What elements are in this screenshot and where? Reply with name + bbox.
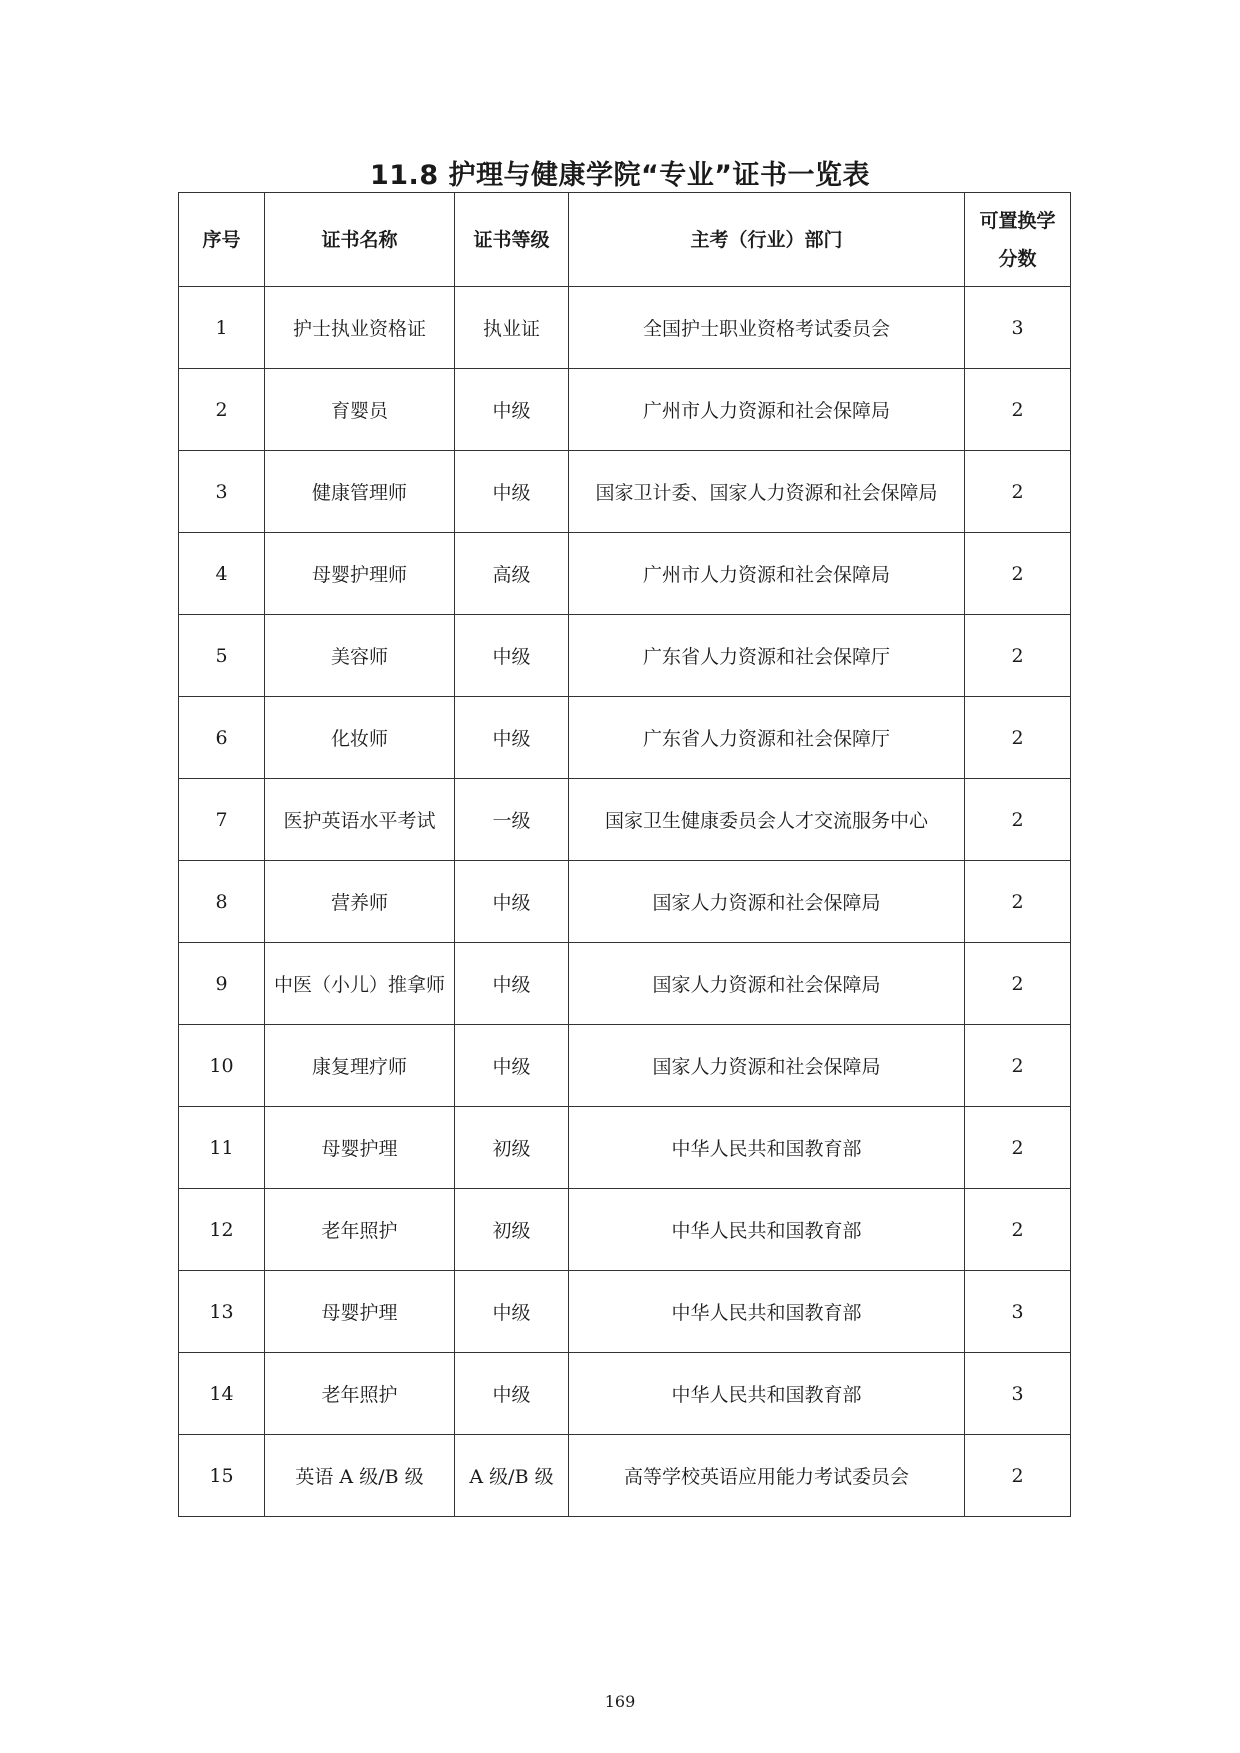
cell-serial: 8 [179, 861, 265, 943]
header-serial: 序号 [179, 193, 265, 287]
cell-cert-name: 康复理疗师 [265, 1025, 455, 1107]
cell-credits: 2 [965, 533, 1071, 615]
cell-cert-level: 中级 [455, 615, 569, 697]
cell-credits: 2 [965, 943, 1071, 1025]
table-row [179, 1025, 1071, 1107]
table-row [179, 533, 1071, 615]
table-row [179, 1189, 1071, 1271]
cell-cert-name: 母婴护理 [265, 1107, 455, 1189]
cell-credits: 2 [965, 861, 1071, 943]
cell-department: 全国护士职业资格考试委员会 [569, 287, 965, 369]
cell-serial: 13 [179, 1271, 265, 1353]
cell-cert-name: 医护英语水平考试 [265, 779, 455, 861]
cell-cert-name: 护士执业资格证 [265, 287, 455, 369]
cell-serial: 10 [179, 1025, 265, 1107]
cell-department: 国家人力资源和社会保障局 [569, 861, 965, 943]
cell-credits: 2 [965, 451, 1071, 533]
cell-department: 中华人民共和国教育部 [569, 1271, 965, 1353]
cell-cert-name: 中医（小儿）推拿师 [265, 943, 455, 1025]
cell-credits: 2 [965, 369, 1071, 451]
cell-cert-name: 化妆师 [265, 697, 455, 779]
cell-department: 中华人民共和国教育部 [569, 1107, 965, 1189]
cell-cert-name: 英语 A 级/B 级 [265, 1435, 455, 1517]
cell-cert-name: 营养师 [265, 861, 455, 943]
cell-cert-level: 中级 [455, 861, 569, 943]
table-row [179, 861, 1071, 943]
cell-cert-name: 育婴员 [265, 369, 455, 451]
table-row [179, 287, 1071, 369]
cell-cert-level: 中级 [455, 369, 569, 451]
cell-serial: 5 [179, 615, 265, 697]
table-row [179, 943, 1071, 1025]
cell-cert-level: 高级 [455, 533, 569, 615]
cell-cert-level: A 级/B 级 [455, 1435, 569, 1517]
cell-serial: 7 [179, 779, 265, 861]
cell-credits: 2 [965, 1107, 1071, 1189]
cell-cert-name: 美容师 [265, 615, 455, 697]
cell-credits: 2 [965, 615, 1071, 697]
cell-cert-level: 中级 [455, 451, 569, 533]
certificate-table [178, 192, 1071, 1517]
table-row [179, 369, 1071, 451]
cell-department: 高等学校英语应用能力考试委员会 [569, 1435, 965, 1517]
table-row [179, 1353, 1071, 1435]
cell-cert-level: 中级 [455, 1271, 569, 1353]
cell-credits: 2 [965, 779, 1071, 861]
cell-department: 广州市人力资源和社会保障局 [569, 369, 965, 451]
header-credits [965, 193, 1071, 287]
cell-cert-level: 中级 [455, 1353, 569, 1435]
cell-cert-name: 老年照护 [265, 1189, 455, 1271]
cell-serial: 14 [179, 1353, 265, 1435]
table-row [179, 1435, 1071, 1517]
cell-cert-level: 初级 [455, 1189, 569, 1271]
cell-department: 中华人民共和国教育部 [569, 1189, 965, 1271]
cell-cert-level: 执业证 [455, 287, 569, 369]
cell-department: 广东省人力资源和社会保障厅 [569, 615, 965, 697]
cell-department: 国家人力资源和社会保障局 [569, 1025, 965, 1107]
cell-department: 广东省人力资源和社会保障厅 [569, 697, 965, 779]
cell-cert-name: 健康管理师 [265, 451, 455, 533]
cell-credits: 2 [965, 1435, 1071, 1517]
cell-department: 国家人力资源和社会保障局 [569, 943, 965, 1025]
table-row [179, 451, 1071, 533]
cell-department: 国家卫生健康委员会人才交流服务中心 [569, 779, 965, 861]
cell-cert-level: 中级 [455, 1025, 569, 1107]
table-row [179, 697, 1071, 779]
cell-department: 国家卫计委、国家人力资源和社会保障局 [569, 451, 965, 533]
cell-cert-level: 中级 [455, 697, 569, 779]
cell-credits: 3 [965, 1353, 1071, 1435]
table-row [179, 1271, 1071, 1353]
cell-serial: 9 [179, 943, 265, 1025]
cell-cert-name: 母婴护理师 [265, 533, 455, 615]
cell-serial: 6 [179, 697, 265, 779]
header-department: 主考（行业）部门 [569, 193, 965, 287]
cell-department: 广州市人力资源和社会保障局 [569, 533, 965, 615]
table-row [179, 1107, 1071, 1189]
cell-credits: 3 [965, 1271, 1071, 1353]
header-credits-label: 可置换学分数 [979, 209, 1056, 270]
cell-serial: 1 [179, 287, 265, 369]
header-cert-level: 证书等级 [455, 193, 569, 287]
table-row [179, 779, 1071, 861]
cell-serial: 3 [179, 451, 265, 533]
page-title: 11.8 护理与健康学院“专业”证书一览表 [369, 160, 870, 191]
header-cert-name: 证书名称 [265, 193, 455, 287]
cell-serial: 15 [179, 1435, 265, 1517]
cell-cert-level: 一级 [455, 779, 569, 861]
cell-credits: 2 [965, 1025, 1071, 1107]
cell-credits: 3 [965, 287, 1071, 369]
cell-credits: 2 [965, 1189, 1071, 1271]
cell-serial: 2 [179, 369, 265, 451]
cell-serial: 12 [179, 1189, 265, 1271]
table-row [179, 615, 1071, 697]
cell-department: 中华人民共和国教育部 [569, 1353, 965, 1435]
table-body [179, 287, 1071, 1517]
cell-serial: 11 [179, 1107, 265, 1189]
cell-cert-name: 老年照护 [265, 1353, 455, 1435]
cell-credits: 2 [965, 697, 1071, 779]
table-header-row [179, 193, 1071, 287]
cell-cert-level: 初级 [455, 1107, 569, 1189]
cell-serial: 4 [179, 533, 265, 615]
cell-cert-name: 母婴护理 [265, 1271, 455, 1353]
cell-cert-level: 中级 [455, 943, 569, 1025]
page-number: 169 [604, 1692, 636, 1711]
